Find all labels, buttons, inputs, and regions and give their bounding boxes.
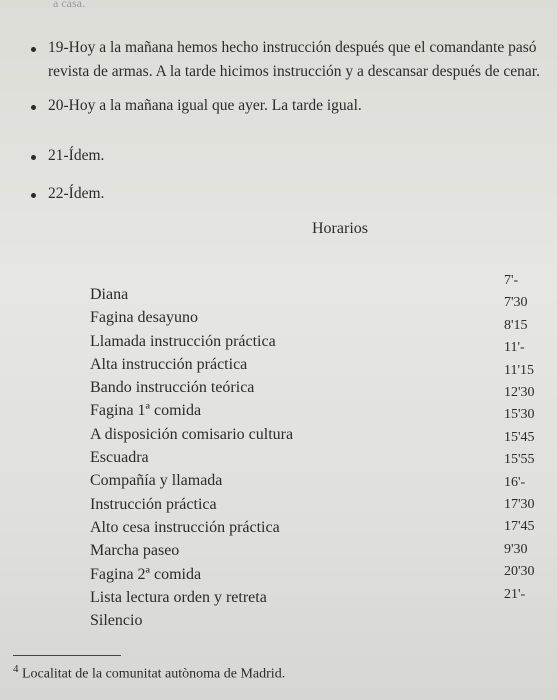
bullet-icon	[31, 47, 36, 52]
bullet-icon	[31, 155, 36, 160]
diary-entry-line: 19-Hoy a la mañana hemos hecho instrucción después que el comandante pasó	[48, 39, 537, 56]
section-title: Horarios	[312, 220, 368, 237]
schedule-item: Fagina desayuno	[90, 309, 198, 327]
schedule-time: 21'-	[504, 586, 526, 602]
diary-entry-line: revista de armas. A la tarde hicimos instrucción y a descansar después de cenar.	[48, 63, 540, 80]
schedule-item: Diana	[90, 286, 129, 303]
schedule-time: 9'30	[504, 541, 528, 557]
schedule-item: Instrucción práctica	[90, 495, 217, 513]
footnote-divider	[13, 655, 121, 656]
schedule-item: Fagina 1ª comida	[90, 402, 202, 420]
schedule-time: 11'-	[504, 340, 525, 356]
schedule-time: 15'30	[504, 407, 535, 423]
schedule-time: 8'15	[504, 317, 528, 333]
bullet-icon	[31, 105, 36, 110]
schedule-time: 15'45	[504, 429, 535, 445]
schedule-time: 7'30	[504, 295, 528, 311]
schedule-item: Alta instrucción práctica	[90, 355, 248, 373]
schedule-item: Alto cesa instrucción práctica	[90, 518, 280, 536]
schedule-item: Escuadra	[90, 449, 149, 467]
schedule-item: A disposición comisario cultura	[90, 425, 294, 443]
schedule-time: 12'30	[504, 385, 535, 401]
footnote-text: Localitat de la comunitat autònoma de Madrid.	[22, 666, 286, 682]
schedule-item: Compañía y llamada	[90, 472, 223, 490]
schedule-time: 20'30	[504, 564, 535, 580]
schedule-item: Llamada instrucción práctica	[90, 332, 276, 350]
schedule-item: Marcha paseo	[90, 542, 180, 560]
schedule-time: 16'-	[504, 474, 526, 490]
schedule-time: 7'-	[504, 273, 519, 288]
schedule-item: Bando instrucción teórica	[90, 379, 255, 397]
diary-entry-line: 21-Ídem.	[48, 147, 105, 164]
diary-entry-line: 20-Hoy a la mañana igual que ayer. La tarde igual.	[48, 97, 362, 114]
schedule-times	[504, 270, 535, 606]
footnote-number: 4	[13, 663, 19, 675]
schedule-time: 17'45	[504, 519, 535, 535]
diary-entry-line: 22-Ídem.	[48, 185, 105, 202]
schedule-item: Silencio	[90, 612, 143, 630]
schedule-item: Fagina 2ª comida	[90, 565, 202, 583]
top-text-fragment: a casa.	[53, 0, 85, 10]
schedule-time: 15'55	[504, 452, 535, 468]
bullet-icon	[31, 193, 36, 198]
schedule-time: 11'15	[504, 362, 535, 378]
footnote	[13, 663, 285, 683]
schedule-time: 17'30	[504, 497, 535, 513]
schedule-list	[90, 283, 390, 632]
schedule-item: Lista lectura orden y retreta	[90, 588, 267, 606]
